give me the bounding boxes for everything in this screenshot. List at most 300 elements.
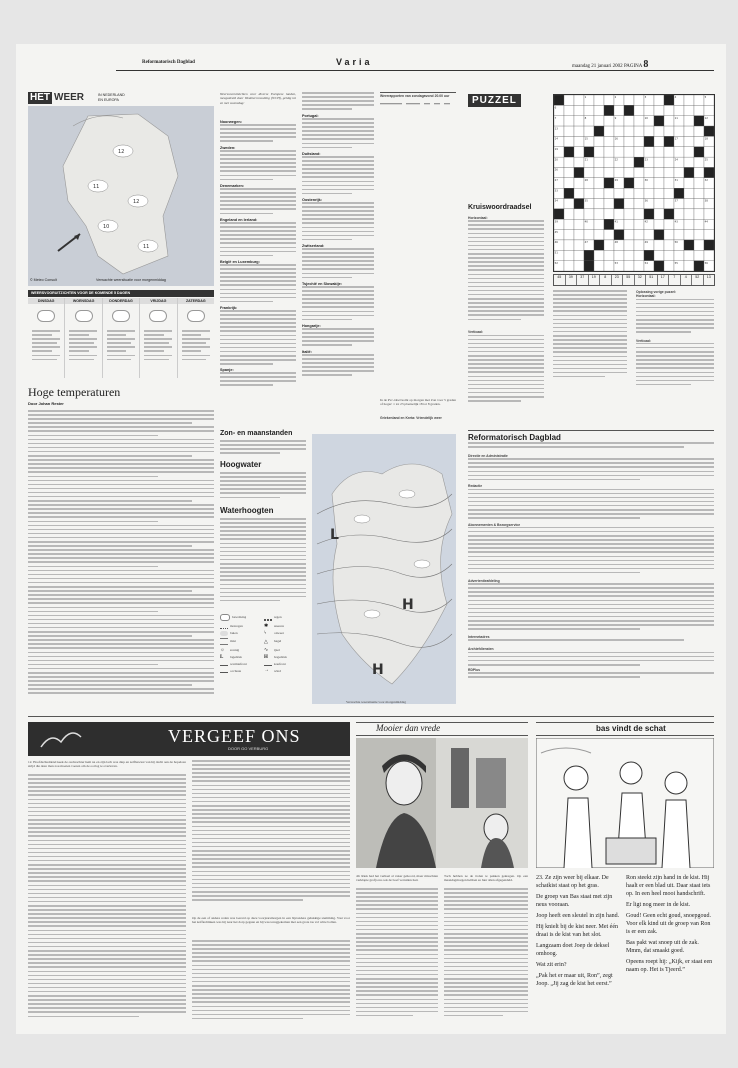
sun-moon-title: Zon- en maanstanden [220, 430, 293, 437]
crossword-block [684, 167, 694, 177]
crossword-cell[interactable] [584, 230, 594, 240]
crossword-cell[interactable] [674, 167, 684, 177]
crossword-cell[interactable] [604, 240, 614, 250]
crossword-cell[interactable] [564, 167, 574, 177]
crossword-cell[interactable] [634, 95, 644, 105]
crossword-block [594, 240, 604, 250]
crossword-cell[interactable] [594, 209, 604, 219]
crossword-block [554, 209, 564, 219]
crossword-cell[interactable] [574, 188, 584, 198]
cloud-icon [37, 310, 55, 322]
bas-banner: bas vindt de schat [536, 722, 714, 736]
crossword-cell[interactable] [564, 240, 574, 250]
crossword-cell[interactable] [664, 167, 674, 177]
crossword-cell[interactable] [694, 209, 704, 219]
vergeef-ons-column-1 [28, 774, 186, 1026]
table-rows [380, 99, 456, 379]
crossword-cell[interactable] [654, 240, 664, 250]
crossword-cell[interactable] [664, 178, 674, 188]
crossword-block [624, 178, 634, 188]
crossword-cell[interactable] [594, 188, 604, 198]
crossword-number: 28 [584, 179, 588, 183]
crossword-block [684, 240, 694, 250]
crossword-cell[interactable] [684, 95, 694, 105]
showers-icon [220, 631, 228, 636]
legend-item: regen [264, 614, 306, 621]
crossword-cell[interactable] [604, 157, 614, 167]
svg-text:12: 12 [118, 149, 125, 155]
crossword-cell[interactable] [674, 105, 684, 115]
rain-icon [264, 614, 272, 621]
crossword-block [554, 95, 564, 105]
crossword-cell[interactable] [564, 95, 574, 105]
crossword-cell[interactable] [574, 240, 584, 250]
crossword-block [584, 261, 594, 271]
pressure-label-h: H [402, 597, 414, 613]
crossword-cell[interactable] [594, 105, 604, 115]
crossword-block [644, 136, 654, 146]
crossword-number: 45 [554, 230, 558, 234]
crossword-cell[interactable] [594, 250, 604, 260]
crossword-cell[interactable] [614, 167, 624, 177]
crossword-cell[interactable] [574, 147, 584, 157]
crossword-block [654, 116, 664, 126]
crossword-cell[interactable] [644, 126, 654, 136]
crossword-cell[interactable] [564, 230, 574, 240]
crossword-cell[interactable] [624, 95, 634, 105]
crossword-cell[interactable] [684, 178, 694, 188]
crossword-cell[interactable] [604, 188, 614, 198]
crossword-cell[interactable] [654, 136, 664, 146]
crossword-cell[interactable] [624, 199, 634, 209]
crossword-cell[interactable] [654, 105, 664, 115]
crossword-cell[interactable] [664, 240, 674, 250]
crossword-number: 2 [614, 96, 617, 100]
crossword-cell[interactable] [634, 250, 644, 260]
article-headline: Hoge temperaturen [28, 385, 121, 399]
crossword-cell[interactable] [704, 250, 714, 260]
thunder-icon: ϟ [264, 631, 267, 636]
crossword-cell[interactable] [684, 136, 694, 146]
crossword-block [614, 199, 624, 209]
crossword-cell[interactable] [674, 126, 684, 136]
crossword-cell[interactable] [564, 126, 574, 136]
crossword-cell[interactable] [604, 230, 614, 240]
crossword-cell[interactable] [694, 136, 704, 146]
crossword-block [564, 188, 574, 198]
crossword-block [604, 105, 614, 115]
hoogwater-title: Hoogwater [220, 460, 262, 469]
crossword-block [694, 261, 704, 271]
crossword-cell[interactable] [654, 178, 664, 188]
crossword-number: 18 [704, 137, 708, 141]
page-date: maandag 21 januari 2002 PAGINA 8 [572, 59, 649, 70]
crossword-block [664, 209, 674, 219]
crossword-cell[interactable] [634, 105, 644, 115]
crossword-cell[interactable] [654, 157, 664, 167]
legend-item: △ hagel [264, 639, 282, 645]
crossword-cell[interactable] [634, 178, 644, 188]
crossword-cell[interactable] [634, 240, 644, 250]
crossword-cell[interactable] [684, 261, 694, 271]
crossword-cell[interactable] [634, 188, 644, 198]
crossword-number: 52 [554, 261, 558, 265]
map-caption: Verwachte weersituatie voor morgenmiddag [96, 278, 166, 282]
crossword-cell[interactable] [564, 157, 574, 167]
crossword-cell[interactable] [624, 261, 634, 271]
crossword-number: 30 [644, 179, 648, 183]
crossword-cell[interactable] [564, 136, 574, 146]
crossword-cell[interactable] [644, 167, 654, 177]
crossword-cell[interactable] [634, 219, 644, 229]
crossword-cell[interactable] [594, 261, 604, 271]
puzzle-logo: PUZZEL [468, 94, 521, 107]
crossword-cell[interactable] [674, 250, 684, 260]
crossword-cell[interactable] [654, 250, 664, 260]
crossword-cell[interactable] [664, 250, 674, 260]
crossword-cell[interactable] [564, 105, 574, 115]
crossword-cell[interactable] [664, 199, 674, 209]
crossword-number: 17 [674, 137, 678, 141]
crossword-number: 40 [584, 220, 588, 224]
crossword-number: 10 [644, 116, 648, 120]
crossword-cell[interactable] [634, 126, 644, 136]
crossword-cell[interactable] [694, 157, 704, 167]
crossword-cell[interactable] [704, 209, 714, 219]
crossword-number: 22 [614, 158, 618, 162]
crossword-cell[interactable] [704, 105, 714, 115]
crossword-cell[interactable] [684, 147, 694, 157]
crossword-cell[interactable] [654, 126, 664, 136]
crossword-cell[interactable] [694, 219, 704, 229]
crossword-cell[interactable] [604, 95, 614, 105]
svg-text:12: 12 [133, 199, 140, 205]
crossword-cell[interactable] [584, 105, 594, 115]
crossword-cell[interactable] [574, 105, 584, 115]
crossword-cell[interactable] [704, 230, 714, 240]
crossword-cell[interactable] [694, 199, 704, 209]
crossword-cell[interactable] [584, 126, 594, 136]
crossword-block [704, 126, 714, 136]
newspaper-page [16, 44, 726, 1034]
puzzle-title: Kruiswoordraadsel [468, 204, 532, 211]
crossword-cell[interactable] [694, 250, 704, 260]
crossword-cell[interactable] [684, 116, 694, 126]
cloud-icon [187, 310, 205, 322]
crossword-cell[interactable] [664, 105, 674, 115]
crossword-cell[interactable] [674, 147, 684, 157]
crossword-cell[interactable] [704, 147, 714, 157]
crossword-cell[interactable] [654, 219, 664, 229]
crossword-cell[interactable] [574, 136, 584, 146]
crossword-cell[interactable] [694, 126, 704, 136]
europe-pressure-map [312, 434, 456, 704]
crossword-grid[interactable] [553, 94, 715, 272]
crossword-cell[interactable] [564, 261, 574, 271]
crossword-cell[interactable] [654, 167, 664, 177]
crossword-cell[interactable] [664, 126, 674, 136]
crossword-cell[interactable] [614, 105, 624, 115]
crossword-cell[interactable] [684, 209, 694, 219]
crossword-cell[interactable] [574, 250, 584, 260]
crossword-cell[interactable] [584, 188, 594, 198]
crossword-number: 33 [554, 189, 558, 193]
legend-item: H hogedruk [264, 655, 287, 660]
crossword-cell[interactable] [624, 167, 634, 177]
crossword-cell[interactable] [654, 147, 664, 157]
crossword-cell[interactable] [694, 240, 704, 250]
crossword-number: 34 [554, 199, 558, 203]
crossword-cell[interactable] [664, 261, 674, 271]
crossword-block [584, 147, 594, 157]
crossword-number: 42 [644, 220, 648, 224]
crossword-cell[interactable] [634, 230, 644, 240]
crossword-cell[interactable] [624, 147, 634, 157]
bird-icon [36, 722, 86, 756]
crossword-cell[interactable] [624, 250, 634, 260]
europe-lead: Weersvooruitzichten voor diverse Europese landen, meegedeeld door Weatherconsulting (WCH), geldig tot en met woensdag: [220, 92, 296, 105]
crossword-cell[interactable] [654, 95, 664, 105]
crossword-cell[interactable] [694, 230, 704, 240]
crossword-cell[interactable] [644, 188, 654, 198]
crossword-number: 13 [554, 127, 558, 131]
pressure-label-h: H [372, 662, 384, 678]
treasure-chest-icon [606, 838, 656, 864]
crossword-cells[interactable] [554, 95, 714, 271]
crossword-number: 8 [584, 116, 587, 120]
crossword-cell[interactable] [614, 147, 624, 157]
forecast-day: WOENSDAG [65, 298, 102, 378]
weather-logo: HET WEER IN NEDERLAND EN EUROPA [30, 92, 125, 103]
crossword-cell[interactable] [664, 219, 674, 229]
cloud-icon [149, 310, 167, 322]
solution-strip[interactable]: 45 39 37 19 8 23 55 32 51 17 7 4 52 13 [553, 274, 715, 286]
crossword-cell[interactable] [564, 199, 574, 209]
bas-text-column-2: Ron steekt zijn hand in de kist. Hij haalt er een blad uit. Daar staat iets op. In een heel mooi handschrift. Er ligt nog meer in de kist. Goud! Geen echt goud, snoepgoud. Voor elk kind uit de groep van Ron is er een zak. Bas pakt wat snoep uit de zak. Mmm, dat smaakt goed. Opeens roept hij: „Kijk, er staat een naam op. Het is Tjeerd.” [626, 875, 713, 973]
cloud-icon [220, 614, 230, 621]
crossword-cell[interactable] [614, 250, 624, 260]
crossword-cell[interactable] [624, 219, 634, 229]
crossword-number: 31 [674, 179, 678, 183]
crossword-cell[interactable] [684, 199, 694, 209]
crossword-cell[interactable] [574, 261, 584, 271]
legend-item: L lagedruk [220, 655, 242, 660]
legend-item: → wind [264, 668, 281, 674]
crossword-cell[interactable] [654, 209, 664, 219]
crossword-cell[interactable] [594, 167, 604, 177]
snow-icon: ✱ [264, 624, 269, 629]
crossword-cell[interactable] [654, 188, 664, 198]
crossword-block [644, 209, 654, 219]
crossword-cell[interactable] [574, 126, 584, 136]
crossword-cell[interactable] [694, 95, 704, 105]
crossword-cell[interactable] [664, 230, 674, 240]
sun-icon: ☼ [220, 647, 225, 653]
crossword-cell[interactable] [684, 126, 694, 136]
crossword-cell[interactable] [594, 116, 604, 126]
table-note: In de Pvc-tabel komt op morgen mei Zon voor 5 graden of hoger: 1 tot 23 plaatselijk 18 tot 8 graden. [380, 398, 456, 407]
crossword-cell[interactable] [644, 105, 654, 115]
crossword-number: 39 [554, 220, 558, 224]
crossword-number: 7 [554, 116, 557, 120]
crossword-cell[interactable] [694, 178, 704, 188]
crossword-cell[interactable] [694, 167, 704, 177]
crossword-number: 55 [674, 261, 678, 265]
crossword-number: 6 [554, 106, 557, 110]
crossword-cell[interactable] [574, 95, 584, 105]
occlusion-icon [220, 669, 228, 673]
crossword-cell[interactable] [624, 240, 634, 250]
crossword-cell[interactable] [634, 167, 644, 177]
crossword-cell[interactable] [574, 230, 584, 240]
crossword-cell[interactable] [594, 95, 604, 105]
bas-illustration [536, 738, 714, 868]
crossword-number: 23 [644, 158, 648, 162]
crossword-number: 15 [584, 137, 588, 141]
crossword-cell[interactable] [634, 261, 644, 271]
crossword-cell[interactable] [624, 116, 634, 126]
crossword-number: 56 [704, 261, 708, 265]
crossword-cell[interactable] [684, 157, 694, 167]
crossword-cell[interactable] [604, 147, 614, 157]
crossword-block [604, 219, 614, 229]
low-pressure-icon: L [220, 655, 224, 660]
crossword-cell[interactable] [704, 188, 714, 198]
crossword-cell[interactable] [614, 209, 624, 219]
crossword-cell[interactable] [564, 178, 574, 188]
crossword-cell[interactable] [594, 178, 604, 188]
mooier-banner: Mooier dan vrede [356, 722, 528, 736]
crossword-number: 5 [704, 96, 707, 100]
crossword-number: 48 [614, 241, 618, 245]
crossword-cell[interactable] [594, 199, 604, 209]
crossword-cell[interactable] [664, 157, 674, 167]
crossword-cell[interactable] [584, 209, 594, 219]
wind-icon: → [264, 668, 269, 674]
clues-column-2 [553, 290, 627, 416]
crossword-cell[interactable] [564, 116, 574, 126]
crossword-cell[interactable] [604, 261, 614, 271]
article-byline: Door Johan Rester [28, 401, 64, 406]
crossword-number: 1 [584, 96, 587, 100]
colofon: Reformatorisch Dagblad Directie en Administratie Redactie Abonnementen & Bezorgservice Advertentieafdeling Internetadres Archiefdiensten RDPlus [468, 430, 714, 705]
crossword-cell[interactable] [624, 230, 634, 240]
crossword-cell[interactable] [604, 199, 614, 209]
crossword-cell[interactable] [574, 178, 584, 188]
crossword-cell[interactable] [594, 230, 604, 240]
crossword-cell[interactable] [624, 188, 634, 198]
crossword-cell[interactable] [604, 136, 614, 146]
crossword-cell[interactable] [674, 209, 684, 219]
fog-icon [220, 638, 228, 645]
crossword-cell[interactable] [614, 188, 624, 198]
crossword-block [644, 250, 654, 260]
crossword-cell[interactable] [594, 219, 604, 229]
crossword-number: 12 [704, 116, 708, 120]
header-rule [116, 70, 714, 71]
crossword-block [604, 178, 614, 188]
crossword-cell[interactable] [604, 250, 614, 260]
crossword-cell[interactable] [664, 147, 674, 157]
crossword-cell[interactable] [654, 199, 664, 209]
forecast-title: WEERSVOORUITZICHTEN VOOR DE KOMENDE 5 DAGEN [28, 290, 214, 297]
crossword-cell[interactable] [574, 157, 584, 167]
crossword-cell[interactable] [604, 116, 614, 126]
table-sub: Griekenland en Kreta: Vriendelijk weer [380, 416, 442, 420]
legend-item: ϟ onweer [264, 631, 284, 636]
crossword-cell[interactable] [574, 209, 584, 219]
crossword-cell[interactable] [594, 157, 604, 167]
crossword-number: 36 [644, 199, 648, 203]
crossword-cell[interactable] [644, 230, 654, 240]
crossword-cell[interactable] [564, 219, 574, 229]
pressure-map-caption: Verwachte weersituatie voor morgenmiddag [346, 700, 406, 704]
crossword-cell[interactable] [694, 188, 704, 198]
crossword-cell[interactable] [684, 230, 694, 240]
high-pressure-icon: H [264, 655, 268, 660]
crossword-cell[interactable] [564, 250, 574, 260]
legend-item: bewolking [220, 614, 262, 621]
crossword-cell[interactable] [644, 147, 654, 157]
crossword-number: 44 [704, 220, 708, 224]
crossword-number: 9 [614, 116, 617, 120]
crossword-number: 16 [614, 137, 618, 141]
crossword-cell[interactable] [604, 167, 614, 177]
crossword-cell[interactable] [664, 188, 674, 198]
legend-item: ☼ zonnig [220, 647, 240, 653]
crossword-cell[interactable] [574, 116, 584, 126]
crossword-cell[interactable] [694, 105, 704, 115]
crossword-cell[interactable] [674, 230, 684, 240]
crossword-cell[interactable] [594, 147, 604, 157]
crossword-cell[interactable] [634, 199, 644, 209]
crossword-cell[interactable] [664, 116, 674, 126]
crossword-cell[interactable] [624, 209, 634, 219]
crossword-cell[interactable] [634, 136, 644, 146]
cloud-icon [112, 310, 130, 322]
crossword-cell[interactable] [634, 116, 644, 126]
crossword-block [574, 167, 584, 177]
crossword-cell[interactable] [574, 219, 584, 229]
map-legend [220, 614, 306, 704]
crossword-cell[interactable] [634, 147, 644, 157]
crossword-number: 53 [614, 261, 618, 265]
crossword-cell[interactable] [684, 188, 694, 198]
five-day-forecast [28, 298, 214, 378]
crossword-cell[interactable] [684, 219, 694, 229]
crossword-cell[interactable] [684, 250, 694, 260]
europe-column-3: Portugal: Duitsland: Oostenrijk: Zwitserland: Tsjechië en Slowakije: Hongarije: Italië: [302, 92, 374, 422]
crossword-cell[interactable] [594, 136, 604, 146]
crossword-cell[interactable] [624, 126, 634, 136]
crossword-cell[interactable] [604, 126, 614, 136]
crossword-cell[interactable] [624, 157, 634, 167]
crossword-cell[interactable] [634, 209, 644, 219]
crossword-cell[interactable] [624, 136, 634, 146]
legend-item: occlusie [220, 668, 262, 673]
crossword-number: 50 [674, 241, 678, 245]
crossword-cell[interactable] [614, 126, 624, 136]
crossword-cell[interactable] [564, 209, 574, 219]
forecast-day: VRIJDAG [140, 298, 177, 378]
crossword-cell[interactable] [604, 209, 614, 219]
crossword-block [704, 240, 714, 250]
crossword-cell[interactable] [684, 105, 694, 115]
crossword-number: 14 [554, 137, 558, 141]
crossword-number: 20 [554, 158, 558, 162]
crossword-number: 46 [554, 241, 558, 245]
crossword-cell[interactable] [584, 167, 594, 177]
